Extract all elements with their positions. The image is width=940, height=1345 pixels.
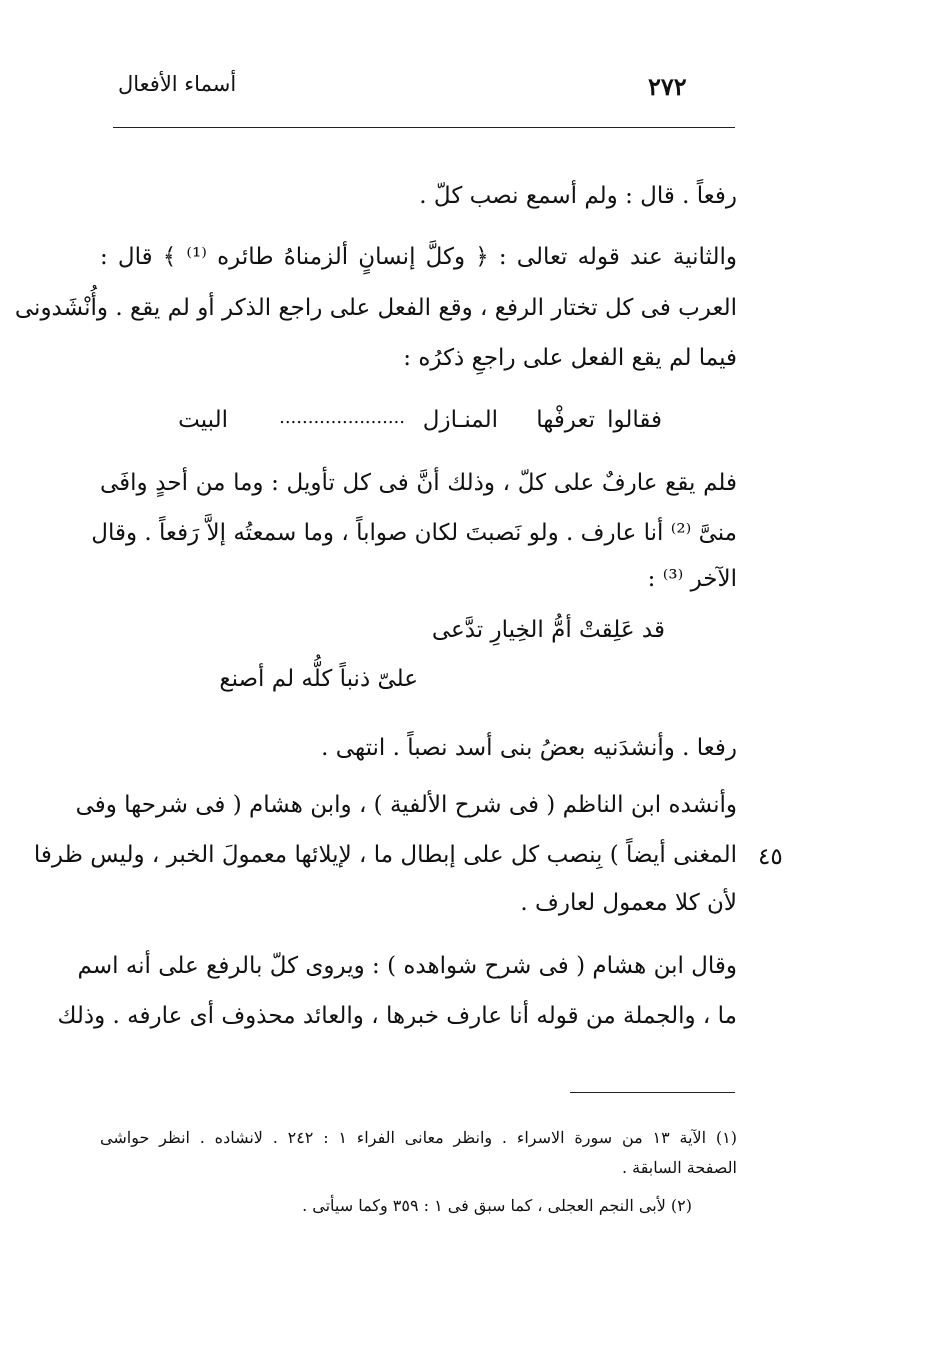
footnote-line: (٢) لأبى النجم العجلى ، كما سبق فى ١ : ٣٥٩ وكما سيأتى .: [302, 1196, 692, 1215]
footnote-line: الصفحة السابقة .: [621, 1158, 737, 1177]
header-rule: [113, 127, 735, 128]
text-line: وأنشده ابن الناظم ( فى شرح الألفية ) ، وابن هشام ( فى شرحها وفى: [75, 792, 737, 818]
verse-word: المنـازل: [422, 407, 498, 433]
footnote-rule: [570, 1092, 735, 1093]
text-line: رفعاً . قال : ولم أسمع نصب كلّ .: [419, 183, 737, 209]
verse-line: قد عَلِقتْ أمُّ الخِيارِ تدَّعى: [431, 617, 665, 643]
verse-line: علىّ ذنباً كلُّه لم أصنع: [219, 666, 418, 692]
running-header-title: أسماء الأفعال: [118, 72, 237, 96]
text-line: فلم يقع عارفٌ على كلّ ، وذلك أنَّ فى كل تأويل : وما من أحدٍ وافَى: [100, 470, 737, 496]
verse-word: البيت: [178, 407, 228, 433]
text-line: العرب فى كل تختار الرفع ، وقع الفعل على راجع الذكر أو لم يقع . وأُنْشَدونى: [14, 295, 737, 321]
verse-word: فقالوا: [607, 407, 662, 433]
text-line: المغنى أيضاً ) بِنصب كل على إبطال ما ، لإيلائها معمولَ الخبر ، وليس ظرفا: [33, 842, 737, 868]
verse-ellipsis: ......................: [279, 407, 405, 428]
text-line: وقال ابن هشام ( فى شرح شواهده ) : ويروى كلّ بالرفع على أنه اسم: [77, 953, 737, 979]
text-line: لأن كلا معمول لعارف .: [520, 890, 737, 916]
footnote-line: (١) الآية ١٣ من سورة الاسراء . وانظر معانى الفراء ١ : ٢٤٢ . لانشاده . انظر حواشى: [100, 1128, 738, 1147]
verse-word: تعرفْها: [536, 407, 595, 433]
text-line: منىَّ ⁽²⁾ أنا عارف . ولو نَصبتَ لكان صواباً ، وما سمعتُه إلاَّ رَفعاً . وقال: [91, 520, 737, 546]
text-line: والثانية عند قوله تعالى : ﴿ وكلَّ إنسانٍ ألزمناهُ طائره ⁽¹⁾ ﴾ قال :: [100, 244, 737, 270]
text-line: الآخر ⁽³⁾ :: [647, 566, 737, 592]
margin-line-number: ٤٥: [758, 844, 783, 870]
text-line: ما ، والجملة من قوله أنا عارف خبرها ، والعائد محذوف أى عارفه . وذلك: [57, 1003, 737, 1029]
page-number: ٢٧٢: [648, 72, 687, 101]
text-line: رفعا . وأنشدَنيه بعضُ بنى أسد نصباً . انتهى .: [321, 735, 737, 761]
text-line: فيما لم يقع الفعل على راجعِ ذكرُه :: [403, 345, 737, 371]
